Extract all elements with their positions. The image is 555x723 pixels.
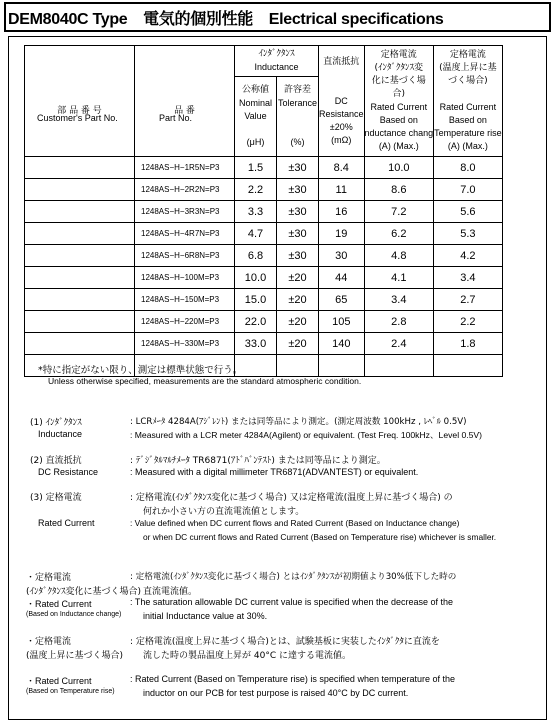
header-rc1-jp1: 定格電流 — [380, 50, 417, 60]
rc2-cell: 4.2 — [434, 245, 503, 267]
spec1-label-jp: (1) ｲﾝﾀﾞｸﾀﾝｽ — [30, 418, 82, 428]
def2-label-jp: ・定格電流 — [26, 637, 72, 647]
table-row — [25, 223, 503, 245]
rc1-cell: 2.8 — [364, 311, 434, 333]
rc2-cell: 2.7 — [434, 289, 503, 311]
spec3-line-jp2: 何れか小さい方の直流電流値とします。 — [143, 507, 305, 517]
dcr-cell: 19 — [319, 223, 365, 245]
spec3-line-jp1: : 定格電流(ｲﾝﾀﾞｸﾀﾝｽ変化に基づく場合) 又は定格電流(温度上昇に基づく場合) の — [130, 493, 453, 503]
def2-sub-en: (Based on Temperature rise) — [26, 688, 115, 695]
ind-cell: 1.5 — [235, 157, 277, 179]
customer-part-cell — [25, 201, 135, 223]
header-rc1-en1: Rated Current — [370, 102, 428, 112]
header-rc2-en1: Rated Current — [439, 102, 497, 112]
header-dc-resistance — [319, 46, 365, 157]
table-row — [25, 311, 503, 333]
def1-label-jp: ・定格電流 — [26, 573, 72, 583]
empty-cell — [364, 355, 434, 377]
header-tol-jp: 許容差 — [283, 85, 311, 95]
spec2-label-en: DC Resistance — [38, 467, 99, 477]
rc2-cell: 2.2 — [434, 311, 503, 333]
rc2-cell: 8.0 — [434, 157, 503, 179]
header-rated-current-temperature — [434, 46, 503, 157]
header-nominal-unit: (μH) — [246, 137, 265, 147]
header-inductance — [235, 46, 319, 77]
part-number-cell: 1248AS−H−150M=P3 — [135, 289, 235, 311]
ind-cell: 3.3 — [235, 201, 277, 223]
header-dc-unit: (mΩ) — [331, 134, 352, 145]
tol-cell: ±30 — [277, 179, 319, 201]
def1-sub-en: (Based on Inductance change) — [26, 611, 122, 618]
def2-line-en1: : Rated Current (Based on Temperature rise) is specified when temperature of the — [130, 674, 455, 684]
customer-part-cell — [25, 311, 135, 333]
note-jp: *特に指定がない限り、測定は標準状態で行う。 — [38, 365, 243, 376]
part-number-cell: 1248AS−H−100M=P3 — [135, 267, 235, 289]
rc2-cell: 3.4 — [434, 267, 503, 289]
spec3-label-jp: (3) 定格電流 — [30, 493, 82, 503]
def1-line-en2: initial Inductance value at 30%. — [143, 611, 268, 621]
def2-line-en2: inductor on our PCB for test purpose is raised 40°C by DC current. — [143, 688, 409, 698]
header-dc-jp: 直流抵抗 — [323, 56, 360, 67]
dcr-cell: 140 — [319, 333, 365, 355]
header-tol-unit: (%) — [290, 137, 305, 147]
spec-table — [24, 45, 503, 377]
part-number-cell: 1248AS−H−3R3N=P3 — [135, 201, 235, 223]
dcr-cell: 65 — [319, 289, 365, 311]
header-nominal-jp: 公称値 — [241, 85, 269, 95]
header-customer-en: Customer's Part No. — [37, 113, 118, 123]
header-rc1-en3: nductance chang — [364, 128, 434, 138]
table-row — [25, 267, 503, 289]
customer-part-cell — [25, 267, 135, 289]
def1-label-en: ・Rated Current — [26, 599, 92, 609]
def1-line-en1: : The saturation allowable DC current value is specified when the decrease of the — [130, 597, 454, 607]
dcr-cell: 44 — [319, 267, 365, 289]
page-title: DEM8040C Type 電気的個別性能 Electrical specifications — [8, 10, 444, 28]
def2-label-en: ・Rated Current — [26, 676, 92, 686]
def2-sub-jp: (温度上昇に基づく場合) — [26, 651, 124, 661]
title-bar — [4, 2, 551, 32]
spec2-line-en: : Measured with a digital millimeter TR6871(ADVANTEST) or equivalent. — [130, 467, 419, 477]
ind-cell: 2.2 — [235, 179, 277, 201]
ind-cell: 10.0 — [235, 267, 277, 289]
table-row — [25, 157, 503, 179]
header-part-en: Part No. — [159, 113, 193, 123]
header-customer-part — [25, 46, 135, 157]
dcr-cell: 16 — [319, 201, 365, 223]
customer-part-cell — [25, 179, 135, 201]
header-rc2-jp1: 定格電流 — [449, 50, 486, 60]
table-row — [25, 179, 503, 201]
header-part-jp: 品 番 — [174, 105, 195, 116]
customer-part-cell — [25, 245, 135, 267]
rc1-cell: 7.2 — [364, 201, 434, 223]
rc1-cell: 4.8 — [364, 245, 434, 267]
def1-line-jp1: : 定格電流(ｲﾝﾀﾞｸﾀﾝｽ変化に基づく場合) とはｲﾝﾀﾞｸﾀﾝｽが初期値より30%低下した時の — [130, 572, 457, 582]
spec2-line-jp: : ﾃﾞｼﾞﾀﾙﾏﾙﾁﾒｰﾀ TR6871(ｱﾄﾞﾊﾞﾝﾃｽﾄ) または同等品により測定。 — [130, 456, 386, 466]
rc2-cell: 5.6 — [434, 201, 503, 223]
ind-cell: 4.7 — [235, 223, 277, 245]
rc2-cell: 7.0 — [434, 179, 503, 201]
rc1-cell: 4.1 — [364, 267, 434, 289]
header-customer-jp: 部 品 番 号 — [57, 105, 102, 116]
spec1-line-en: : Measured with a LCR meter 4284A(Agilent) or equivalent. (Test Freq. 100kHz、Level 0.5V) — [130, 430, 483, 440]
part-number-cell: 1248AS−H−1R5N=P3 — [135, 157, 235, 179]
header-rc1-jp4: 合) — [392, 89, 406, 99]
dcr-cell: 105 — [319, 311, 365, 333]
def2-line-jp2: 流した時の製品温度上昇が 40°C に達する電流値。 — [143, 651, 351, 661]
header-rc2-unit: (A) (Max.) — [447, 141, 488, 151]
spec1-line-jp: : LCRﾒｰﾀ 4284A(ｱｼﾞﾚﾝﾄ) または同等品により測定。(測定周波数 100kHz , ﾚﾍﾞﾙ 0.5V) — [130, 417, 467, 427]
header-nominal — [235, 77, 277, 157]
def2-line-jp1: : 定格電流(温度上昇に基づく場合)とは、試験基板に実装したｲﾝﾀﾞｸﾀに直流を — [130, 637, 440, 647]
empty-cell — [277, 355, 319, 377]
rc1-cell: 2.4 — [364, 333, 434, 355]
part-number-cell: 1248AS−H−6R8N=P3 — [135, 245, 235, 267]
header-part — [135, 46, 235, 157]
header-inductance-en: Inductance — [254, 62, 299, 72]
tol-cell: ±20 — [277, 267, 319, 289]
header-rc1-jp3: 化に基づく場 — [371, 76, 426, 86]
ind-cell: 15.0 — [235, 289, 277, 311]
customer-part-cell — [25, 333, 135, 355]
tol-cell: ±30 — [277, 201, 319, 223]
rc1-cell: 8.6 — [364, 179, 434, 201]
dcr-cell: 30 — [319, 245, 365, 267]
dcr-cell: 11 — [319, 179, 365, 201]
table-row — [25, 333, 503, 355]
spec3-line-en1: : Value defined when DC current flows and Rated Current (Based on Inductance change) — [130, 518, 460, 528]
tol-cell: ±20 — [277, 311, 319, 333]
empty-cell — [319, 355, 365, 377]
spec-rows — [25, 157, 503, 377]
header-nominal-en2: Value — [244, 111, 267, 121]
spec2-label-jp: (2) 直流抵抗 — [30, 456, 82, 466]
header-tolerance — [277, 77, 319, 157]
header-rc2-jp2: (温度上昇に基 — [439, 63, 497, 73]
def1-line-jp2: 直流電流値。 — [143, 587, 198, 597]
tol-cell: ±20 — [277, 333, 319, 355]
spec3-line-en2: or when DC current flows and Rated Current (Based on Temperature rise) whichever is smaller. — [143, 532, 497, 542]
table-row — [25, 289, 503, 311]
customer-part-cell — [25, 289, 135, 311]
header-rc1-unit: (A) (Max.) — [378, 141, 419, 151]
note-en: Unless otherwise specified, measurements are the standard atmospheric condition. — [48, 376, 362, 386]
header-rc1-en2: Based on — [379, 115, 418, 125]
header-dc-en1: DC — [334, 95, 348, 106]
table-row — [25, 245, 503, 267]
rc2-cell: 1.8 — [434, 333, 503, 355]
tol-cell: ±30 — [277, 157, 319, 179]
header-rated-current-inductance — [364, 46, 434, 157]
spec3-label-en: Rated Current — [38, 518, 95, 528]
rc2-cell: 5.3 — [434, 223, 503, 245]
part-number-cell: 1248AS−H−4R7N=P3 — [135, 223, 235, 245]
customer-part-cell — [25, 223, 135, 245]
header-dc-en3: ±20% — [329, 121, 353, 132]
header-rc2-en3: Temperature rise — [434, 128, 502, 138]
table-row — [25, 201, 503, 223]
header-nominal-en1: Nominal — [238, 98, 272, 108]
header-rc1-jp2: (ｲﾝﾀﾞｸﾀﾝｽ変 — [374, 63, 424, 73]
spec1-label-en: Inductance — [38, 429, 83, 439]
tol-cell: ±30 — [277, 223, 319, 245]
ind-cell: 33.0 — [235, 333, 277, 355]
tol-cell: ±20 — [277, 289, 319, 311]
ind-cell: 22.0 — [235, 311, 277, 333]
part-number-cell: 1248AS−H−2R2N=P3 — [135, 179, 235, 201]
tol-cell: ±30 — [277, 245, 319, 267]
ind-cell: 6.8 — [235, 245, 277, 267]
header-dc-en2: Resistance — [319, 108, 364, 119]
def1-sub-jp: (ｲﾝﾀﾞｸﾀﾝｽ変化に基づく場合) — [26, 587, 142, 597]
rc1-cell: 6.2 — [364, 223, 434, 245]
part-number-cell: 1248AS−H−330M=P3 — [135, 333, 235, 355]
header-tol-en: Tolerance — [277, 98, 318, 108]
header-rc2-jp3: づく場合) — [448, 76, 488, 86]
rc1-cell: 10.0 — [364, 157, 434, 179]
header-rc2-en2: Based on — [448, 115, 487, 125]
header-inductance-jp: ｲﾝﾀﾞｸﾀﾝｽ — [258, 49, 295, 59]
empty-cell — [434, 355, 503, 377]
dcr-cell: 8.4 — [319, 157, 365, 179]
part-number-cell: 1248AS−H−220M=P3 — [135, 311, 235, 333]
customer-part-cell — [25, 157, 135, 179]
rc1-cell: 3.4 — [364, 289, 434, 311]
